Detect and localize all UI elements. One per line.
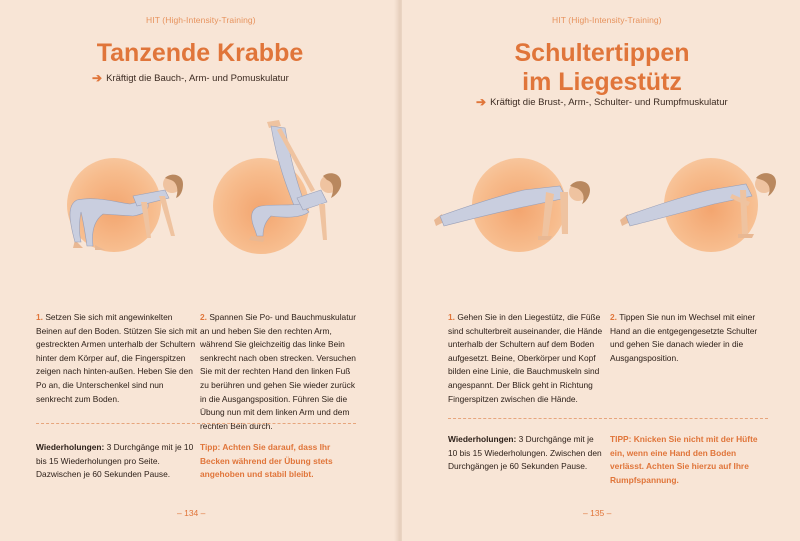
right-page xyxy=(402,0,800,541)
dashed-divider xyxy=(448,418,768,419)
tip-text: Knicken Sie nicht mit der Hüfte ein, wenn eine Hand den Boden verlässt. Achten Sie hierzu auf Ihre Rumpfspannung. xyxy=(610,434,758,485)
running-head: HIT (High-Intensity-Training) xyxy=(146,15,256,25)
arrow-right-icon: ➔ xyxy=(92,71,103,85)
repetitions-info xyxy=(448,433,602,474)
step-description: Gehen Sie in den Liegestütz, die Füße sind schulterbreit auseinander, die Hände unterhalb der Schultern auf dem Boden aufgesetzt. Beine, Oberkörper und Kopf bilden eine Linie, die Bauchmuskeln sind angespannt. Der Blick geht in Richtung Fingerspitzen zwischen die Hände. xyxy=(448,312,603,404)
exercise-illustration-crab-reach xyxy=(205,112,355,262)
exercise-title xyxy=(422,39,782,97)
repetitions-label: Wiederholungen: xyxy=(36,442,105,452)
tip-label: TIPP: xyxy=(610,434,632,444)
woman-crab-leg-raise-figure xyxy=(205,112,355,262)
tip-box xyxy=(200,441,356,482)
step-number: 2. xyxy=(200,312,207,322)
step-number: 2. xyxy=(610,312,617,322)
step-1-text xyxy=(448,311,604,406)
left-page xyxy=(0,0,398,541)
woman-plank-figure xyxy=(428,150,608,260)
title-line-1: Schultertippen xyxy=(514,39,690,67)
step-1-text xyxy=(36,311,198,406)
repetitions-label: Wiederholungen: xyxy=(448,434,517,444)
woman-crab-pose-figure xyxy=(55,150,195,260)
tip-label: Tipp: xyxy=(200,442,221,452)
step-number: 1. xyxy=(448,312,455,322)
exercise-subtitle xyxy=(476,95,728,109)
exercise-illustration-shoulder-tap xyxy=(614,150,794,260)
exercise-title: Tanzende Krabbe xyxy=(96,39,304,67)
page-number: – 135 – xyxy=(583,508,612,518)
repetitions-info xyxy=(36,441,196,482)
tip-box xyxy=(610,433,760,487)
exercise-illustration-crab-start xyxy=(55,150,195,260)
title-line-2: im Liegestütz xyxy=(522,68,682,96)
step-2-text xyxy=(200,311,358,433)
running-head: HIT (High-Intensity-Training) xyxy=(552,15,662,25)
step-number: 1. xyxy=(36,312,43,322)
arrow-right-icon: ➔ xyxy=(476,95,487,109)
tip-text: Achten Sie darauf, dass Ihr Becken während der Übung stets angehoben und stabil bleibt. xyxy=(200,442,333,480)
repetitions-text: 3 Durchgänge mit je 10 bis 15 Wiederholungen. Zwischen den Durchgängen je 60 Sekunden Pause. xyxy=(448,434,602,472)
subtitle-text: Kräftigt die Bauch-, Arm- und Pomuskulatur xyxy=(106,72,289,84)
step-description: Tippen Sie nun im Wechsel mit einer Hand an die entgegengesetzte Schulter und gehen Sie danach wieder in die Ausgangsposition. xyxy=(610,312,758,363)
page-number: – 134 – xyxy=(177,508,206,518)
exercise-illustration-plank xyxy=(428,150,608,260)
dashed-divider xyxy=(36,423,356,424)
subtitle-text: Kräftigt die Brust-, Arm-, Schulter- und Rumpfmuskulatur xyxy=(490,96,728,108)
step-2-text xyxy=(610,311,766,365)
step-description: Spannen Sie Po- und Bauchmuskulatur an und heben Sie den rechten Arm, während Sie gleichzeitig das linke Bein senkrecht nach oben strecken. Versuchen Sie mit der rechten Hand den linken Fuß zu berühren und gehen Sie wieder zurück in die Ausgangsposition. Führen Sie die Übung nun mit dem linken Arm und dem rechten Bein durch. xyxy=(200,312,356,431)
woman-shoulder-tap-figure xyxy=(614,150,794,260)
repetitions-text: 3 Durchgänge mit je 10 bis 15 Wiederholungen pro Seite. Dazwischen je 60 Sekunden Pause. xyxy=(36,442,194,480)
exercise-subtitle xyxy=(92,71,289,85)
step-description: Setzen Sie sich mit angewinkelten Beinen auf den Boden. Stützen Sie sich mit gestreckten Armen unterhalb der Schultern hinter dem Körper auf, die Fingerspitzen zeigen nach hinten-außen. Heben Sie den Po an, die Unterschenkel sind nun senkrecht zum Boden. xyxy=(36,312,198,404)
